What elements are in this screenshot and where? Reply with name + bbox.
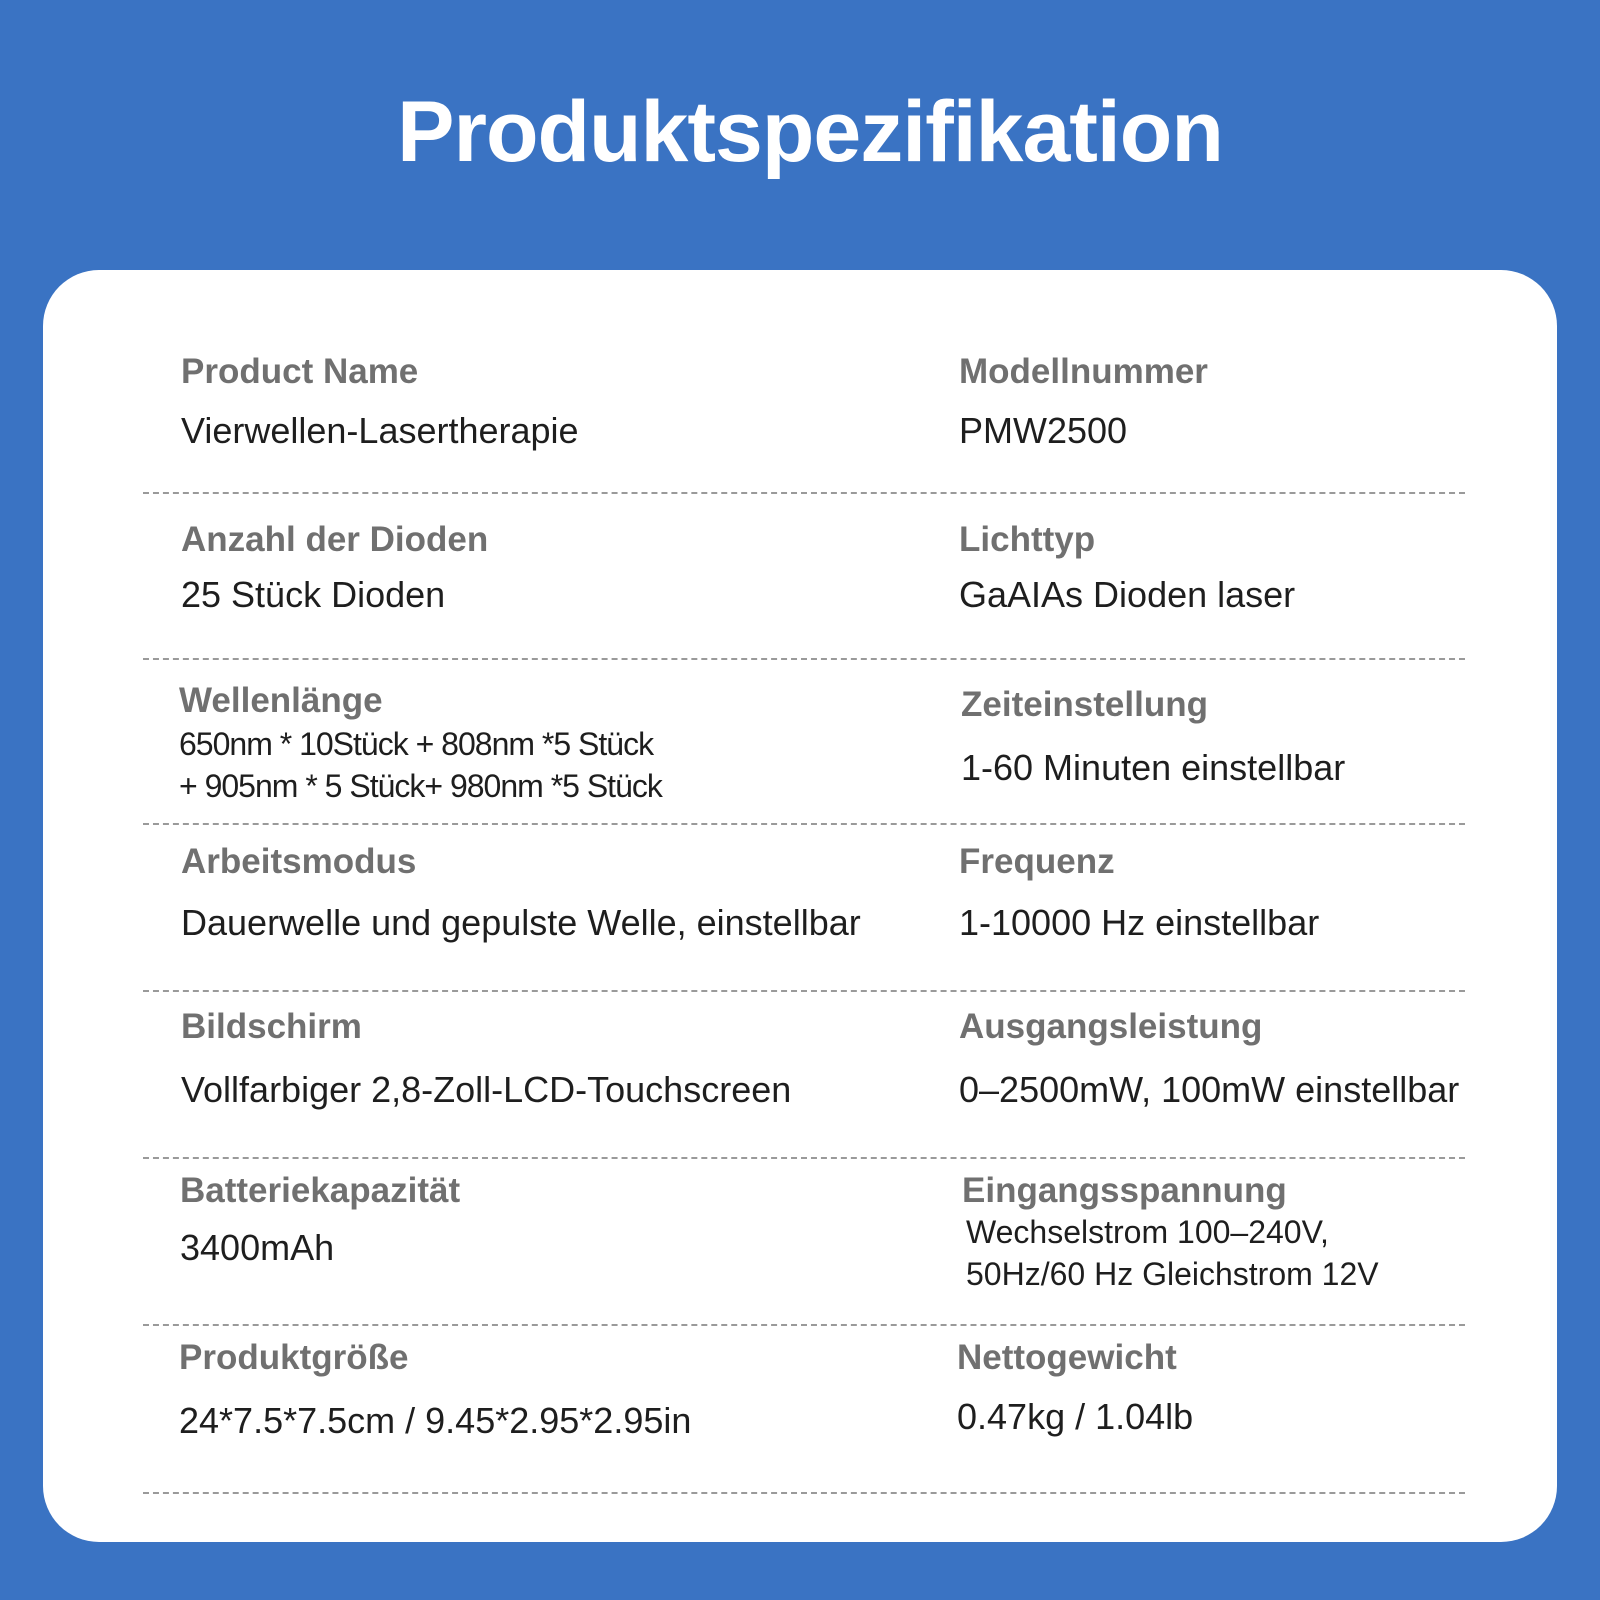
spec-value-line: Wechselstrom 100–240V, bbox=[966, 1214, 1329, 1250]
spec-label: Wellenlänge bbox=[179, 681, 383, 720]
spec-value: 3400mAh bbox=[180, 1227, 335, 1268]
spec-value: Dauerwelle und gepulste Welle, einstellbar bbox=[181, 902, 861, 943]
spec-output-power bbox=[959, 1007, 1459, 1111]
spec-model-number bbox=[959, 352, 1208, 452]
spec-label: Frequenz bbox=[959, 842, 1115, 881]
row-divider bbox=[143, 823, 1465, 825]
row-divider bbox=[143, 1157, 1465, 1159]
spec-time-setting bbox=[961, 685, 1345, 789]
spec-label: Anzahl der Dioden bbox=[181, 520, 489, 559]
spec-value: 0.47kg / 1.04lb bbox=[957, 1396, 1194, 1437]
spec-product-name bbox=[181, 352, 579, 452]
spec-value: 0–2500mW, 100mW einstellbar bbox=[959, 1069, 1460, 1110]
spec-battery-capacity bbox=[180, 1171, 460, 1269]
spec-label: Product Name bbox=[181, 352, 419, 391]
spec-label: Nettogewicht bbox=[957, 1338, 1177, 1377]
spec-value: PMW2500 bbox=[959, 410, 1128, 451]
spec-label: Bildschirm bbox=[181, 1007, 362, 1046]
spec-label: Arbeitsmodus bbox=[181, 842, 417, 881]
row-divider bbox=[143, 990, 1465, 992]
page-title: Produktspezifikation bbox=[397, 84, 1223, 180]
row-divider bbox=[143, 1324, 1465, 1326]
spec-screen bbox=[181, 1007, 791, 1111]
spec-light-type bbox=[959, 520, 1295, 616]
spec-label: Lichttyp bbox=[959, 520, 1096, 559]
spec-wavelength bbox=[179, 681, 662, 807]
spec-label: Eingangsspannung bbox=[962, 1171, 1287, 1210]
spec-card bbox=[43, 270, 1557, 1542]
row-divider bbox=[143, 658, 1465, 660]
spec-value: Vollfarbiger 2,8-Zoll-LCD-Touchscreen bbox=[181, 1069, 792, 1110]
spec-operating-mode bbox=[181, 842, 861, 944]
spec-value-line: 650nm * 10Stück + 808nm *5 Stück bbox=[179, 726, 654, 762]
spec-product-size bbox=[179, 1338, 691, 1442]
spec-value: 24*7.5*7.5cm / 9.45*2.95*2.95in bbox=[179, 1400, 692, 1441]
spec-value: Vierwellen-Lasertherapie bbox=[181, 410, 579, 451]
spec-label: Modellnummer bbox=[959, 352, 1208, 391]
spec-value: 1-10000 Hz einstellbar bbox=[959, 902, 1320, 943]
spec-label: Batteriekapazität bbox=[180, 1171, 461, 1210]
spec-input-voltage bbox=[962, 1171, 1379, 1295]
spec-value-line: + 905nm * 5 Stück+ 980nm *5 Stück bbox=[179, 768, 662, 804]
row-divider bbox=[143, 492, 1465, 494]
spec-label: Produktgröße bbox=[179, 1338, 409, 1377]
spec-label: Ausgangsleistung bbox=[959, 1007, 1263, 1046]
spec-value: 1-60 Minuten einstellbar bbox=[961, 747, 1346, 788]
spec-diode-count bbox=[181, 520, 488, 616]
spec-value-line: 50Hz/60 Hz Gleichstrom 12V bbox=[966, 1256, 1379, 1292]
spec-value: 25 Stück Dioden bbox=[181, 574, 446, 615]
spec-label: Zeiteinstellung bbox=[961, 685, 1208, 724]
row-divider bbox=[143, 1492, 1465, 1494]
spec-value: GaAIAs Dioden laser bbox=[959, 574, 1296, 615]
spec-frequency bbox=[959, 842, 1319, 944]
spec-net-weight bbox=[957, 1338, 1193, 1438]
